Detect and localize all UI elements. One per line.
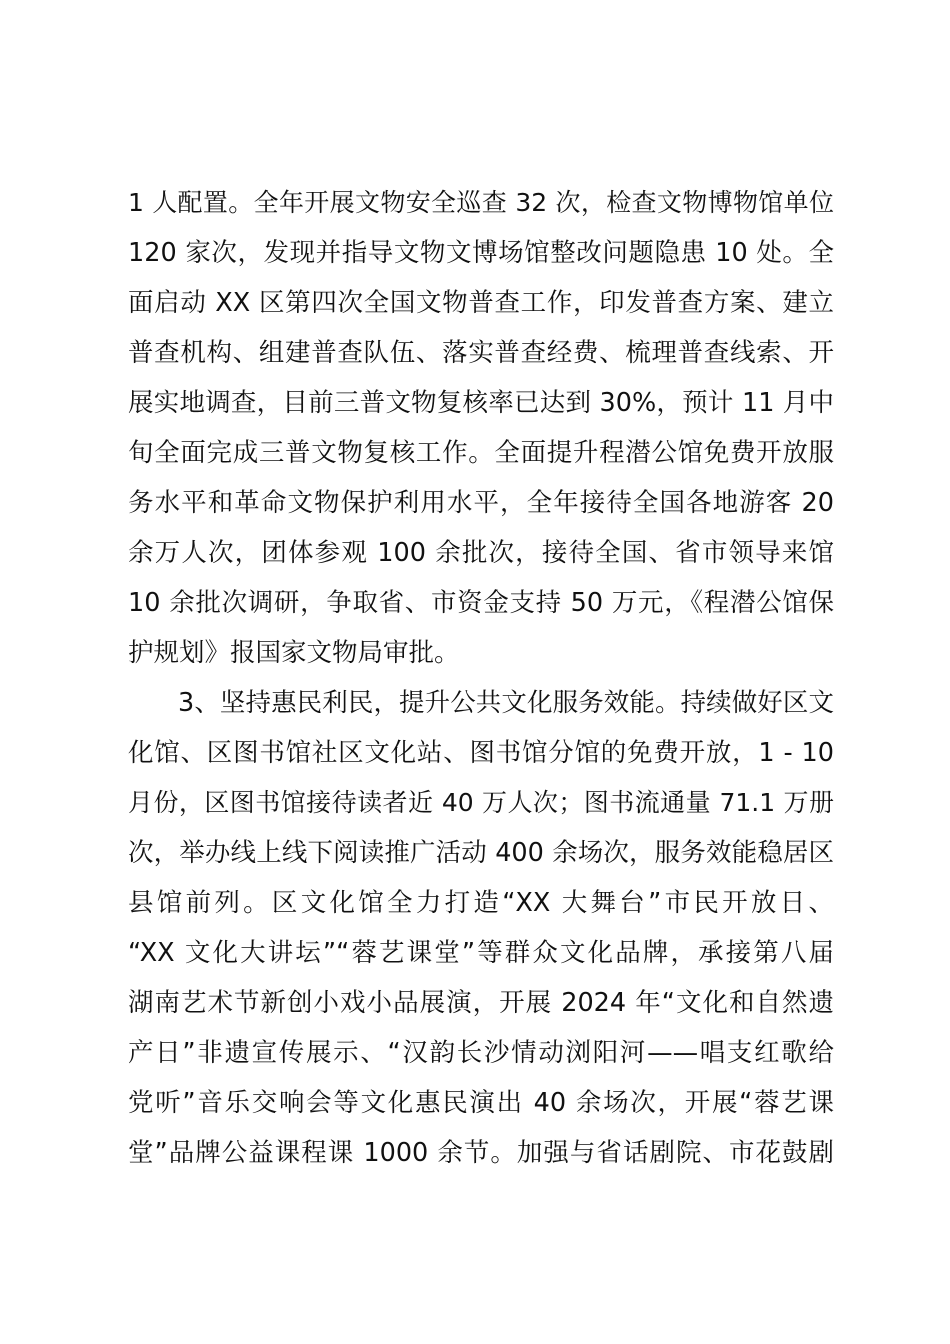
text-line: 县馆前列。区文化馆全力打造“XX 大舞台”市民开放日、 [128,888,834,918]
text-line: 面启动 XX 区第四次全国文物普查工作，印发普查方案、建立 [128,288,834,318]
text-line: 月份，区图书馆接待读者近 40 万人次；图书流通量 71.1 万册 [128,788,834,817]
text-line: 余万人次，团体参观 100 余批次，接待全国、省市领导来馆 [128,538,834,568]
text-line: 120 家次，发现并指导文物文博场馆整改问题隐患 10 处。全 [128,238,834,268]
text-line: 湖南艺术节新创小戏小品展演，开展 2024 年“文化和自然遗 [128,988,834,1018]
text-line: 堂”品牌公益课程课 1000 余节。加强与省话剧院、市花鼓剧 [128,1138,834,1168]
text-line: 务水平和革命文物保护利用水平，全年接待全国各地游客 20 [128,488,834,518]
text-line: 化馆、区图书馆社区文化站、图书馆分馆的免费开放，1 - 10 [128,738,834,768]
text-line: 旬全面完成三普文物复核工作。全面提升程潜公馆免费开放服 [128,438,834,468]
text-line: 普查机构、组建普查队伍、落实普查经费、梳理普查线索、开 [128,338,834,368]
text-line: 党听”音乐交响会等文化惠民演出 40 余场次，开展“蓉艺课 [128,1088,834,1118]
text-line: 产日”非遗宣传展示、“汉韵长沙情动浏阳河——唱支红歌给 [128,1038,834,1068]
text-line: “XX 文化大讲坛”“蓉艺课堂”等群众文化品牌，承接第八届 [128,938,834,968]
text-line: 10 余批次调研，争取省、市资金支持 50 万元，《程潜公馆保 [128,588,834,618]
text-line: 次，举办线上线下阅读推广活动 400 余场次，服务效能稳居区 [128,838,834,868]
text-line-paragraph-start: 3、坚持惠民利民，提升公共文化服务效能。持续做好区文 [178,688,834,718]
text-line-paragraph-end: 护规划》报国家文物局审批。 [128,638,460,668]
text-line: 1 人配置。全年开展文物安全巡查 32 次，检查文物博物馆单位 [128,188,834,217]
text-line: 展实地调查，目前三普文物复核率已达到 30%，预计 11 月中 [128,388,834,418]
